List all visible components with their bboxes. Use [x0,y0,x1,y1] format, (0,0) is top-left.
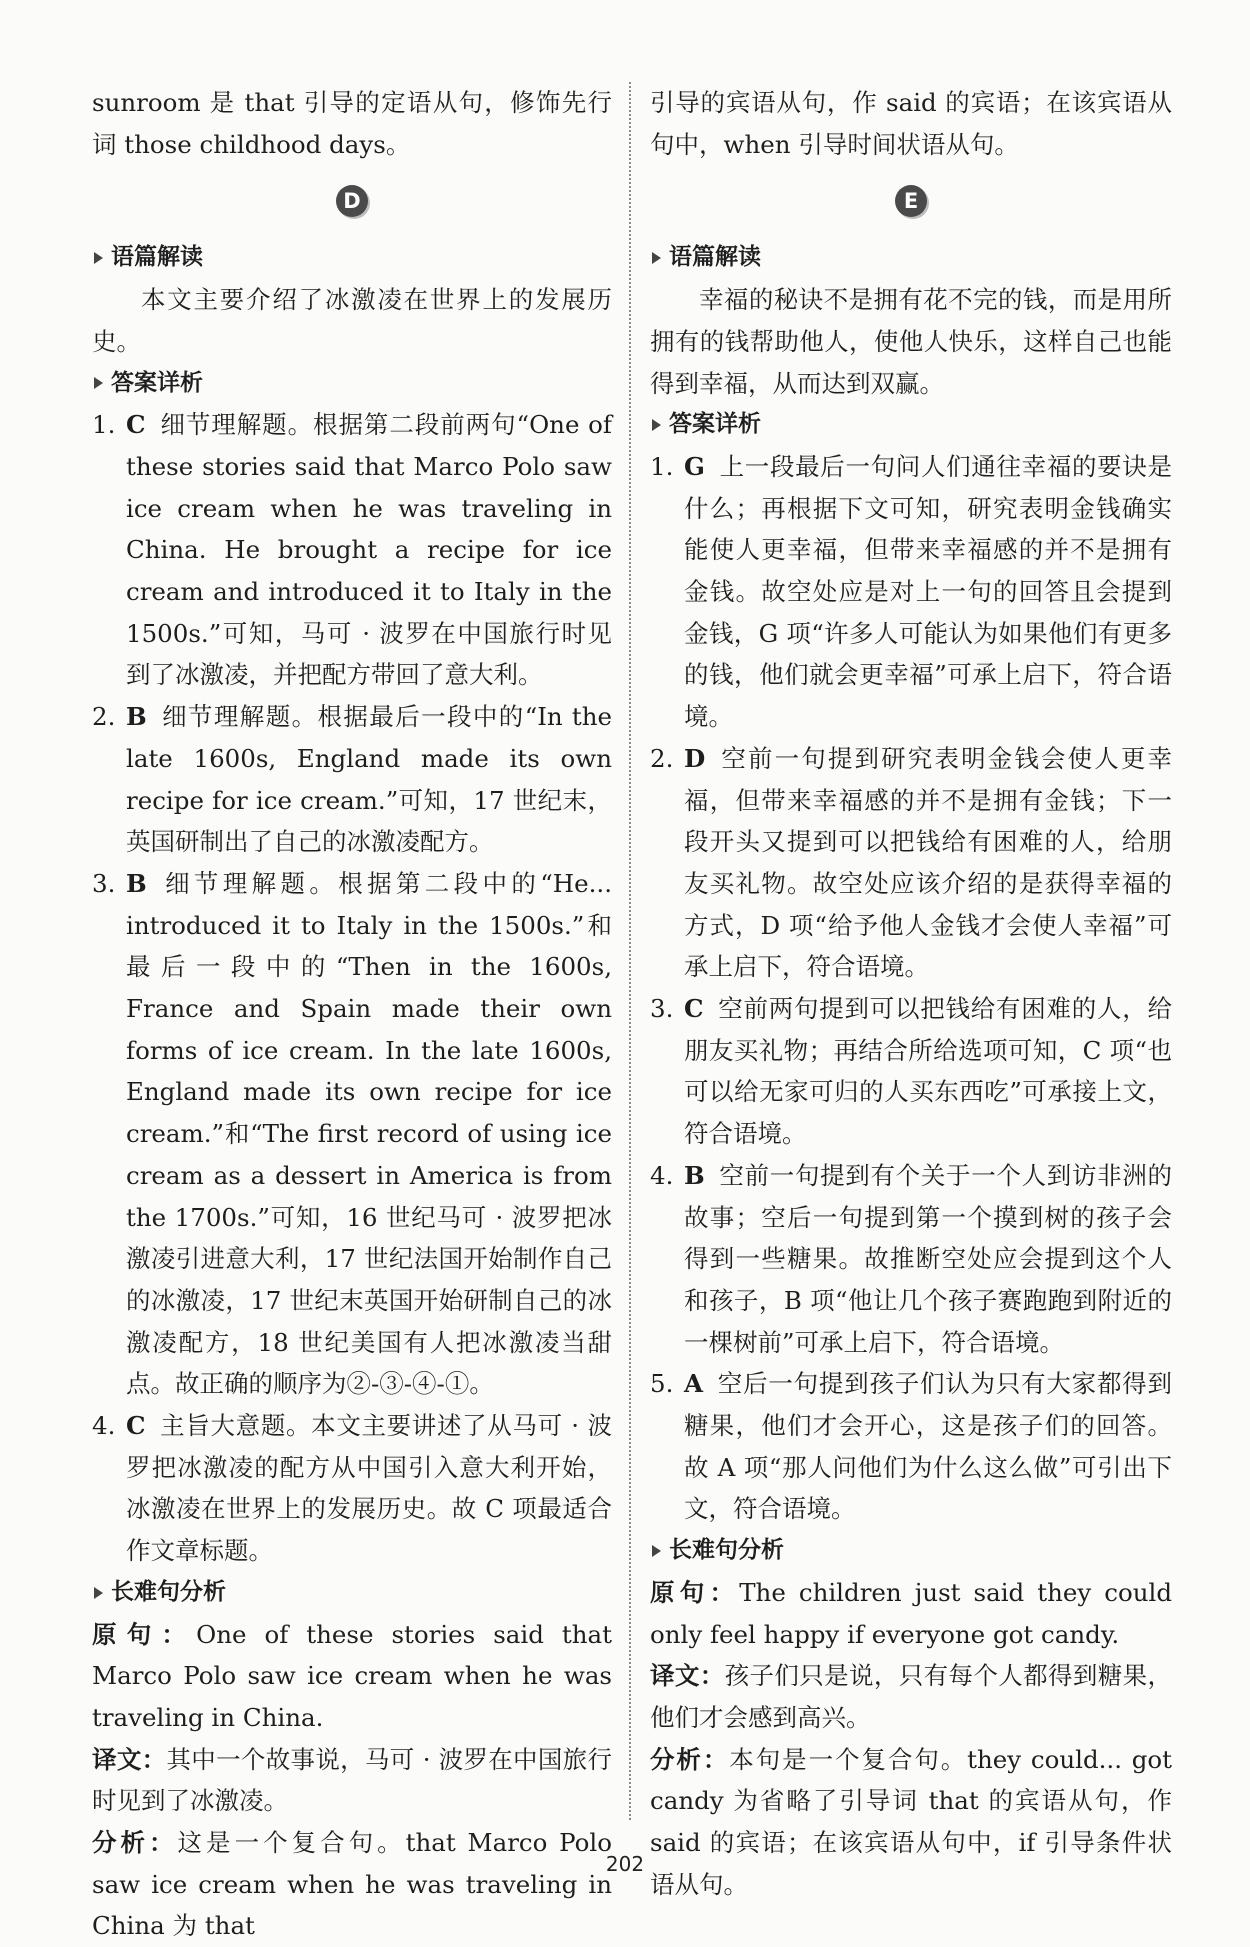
answer-explanation: 空后一句提到孩子们认为只有大家都得到糖果，他们才会开心，这是孩子们的回答。故 A 项“那人问他们为什么这么做”可引出下文，符合语境。 [684,1369,1172,1524]
answer-letter: B [684,1160,705,1190]
answer-letter: B [126,868,147,898]
answer-item: 5. A 空后一句提到孩子们认为只有大家都得到糖果，他们才会开心，这是孩子们的回答。故 A 项“那人问他们为什么这么做”可引出下文，符合语境。 [650,1369,1172,1524]
answer-letter: B [126,702,147,732]
continued-analysis-text: 引导的宾语从句，作 said 的宾语；在该宾语从句中，when 引导时间状语从句。 [650,88,1172,159]
answer-item: 3. B 细节理解题。根据第二段中的“He... introduced it to Italy in the 1500s.”和最后一段中的“Then in the 1600s, France and Spain made their own forms of ice cream. In the late 1600s, England made its own recipe for ice cream.”和“The first record of using ice cream as a dessert in America is from the 1700s.”可知，16 世纪马可 · 波罗把冰激凌引进意大利，17 世纪法国开始制作自己的冰激凌，17 世纪末英国开始研制自己的冰激凌配方，18 世纪美国有人把冰激凌当甜点。故正确的顺序为②-③-④-①。 [92,868,612,1399]
passage-d-badge: D [92,165,612,237]
reading-heading: 语篇解读 [92,237,612,279]
answer-explanation: 空前两句提到可以把钱给有困难的人，给朋友买礼物；再结合所给选项可知，C 项“也可以给无家可归的人买东西吃”可承接上文，符合语境。 [684,994,1172,1149]
right-column [650,82,1172,1905]
sentence-analysis-heading: 长难句分析 [650,1530,1172,1572]
triangle-bullet-icon [94,377,103,389]
answer-explanation: 空前一句提到研究表明金钱会使人更幸福，但带来幸福感的并不是拥有金钱；下一段开头又提到可以把钱给有困难的人，给朋友买礼物。故空处应该介绍的是获得幸福的方式，D 项“给予他人金钱才会使人幸福”可承上启下，符合语境。 [684,743,1172,982]
answer-item: 4. C 主旨大意题。本文主要讲述了从马可 · 波罗把冰激凌的配方从中国引入意大利开始，冰激凌在世界上的发展历史。故 C 项最适合作文章标题。 [92,1411,612,1566]
left-column [92,82,612,1947]
answer-item: 2. B 细节理解题。根据最后一段中的“In the late 1600s, England made its own recipe for ice cream.”可知，17 世纪末，英国研制出了自己的冰激凌配方。 [92,702,612,857]
original-sentence: 原句：The children just said they could only feel happy if everyone got candy. [650,1577,1172,1649]
analysis: 分析：这是一个复合句。that Marco Polo saw ice cream when he was traveling in China 为 that [92,1828,613,1941]
reading-summary: 幸福的秘诀不是拥有花不完的钱，而是用所拥有的钱帮助他人，使他人快乐，这样自己也能得到幸福，从而达到双赢。 [650,285,1172,398]
reading-summary: 本文主要介绍了冰激凌在世界上的发展历史。 [92,285,612,356]
answer-item: 1. C 细节理解题。根据第二段前两句“One of these stories said that Marco Polo saw ice cream when he was traveling in China. He brought a recipe for ice cream and introduced it to Italy in the 1500s.”可知，马可 · 波罗在中国旅行时见到了冰激凌，并把配方带回了意大利。 [92,410,612,690]
answers-heading: 答案详析 [650,404,1172,446]
answer-letter: D [684,743,706,773]
triangle-bullet-icon [652,1545,661,1557]
answer-letter: C [126,1411,146,1441]
answer-explanation: 细节理解题。根据最后一段中的“In the late 1600s, England made its own recipe for ice cream.”可知，17 世纪末，英国研制出了自己的冰激凌配方。 [126,702,612,857]
answer-explanation: 细节理解题。根据第二段前两句“One of these stories said that Marco Polo saw ice cream when he was traveling in China. He brought a recipe for ice cream and introduced it to Italy in the 1500s.”可知，马可 · 波罗在中国旅行时见到了冰激凌，并把配方带回了意大利。 [126,410,612,690]
triangle-bullet-icon [652,252,661,264]
answer-letter: C [684,994,704,1024]
continued-analysis-text: sunroom 是 that 引导的定语从句，修饰先行词 those childhood days。 [92,88,612,159]
passage-e-badge: E [650,165,1172,237]
triangle-bullet-icon [652,419,661,431]
column-divider [629,82,631,1820]
answer-explanation: 主旨大意题。本文主要讲述了从马可 · 波罗把冰激凌的配方从中国引入意大利开始，冰激凌在世界上的发展历史。故 C 项最适合作文章标题。 [126,1411,612,1566]
answer-item: 2. D 空前一句提到研究表明金钱会使人更幸福，但带来幸福感的并不是拥有金钱；下一段开头又提到可以把钱给有困难的人，给朋友买礼物。故空处应该介绍的是获得幸福的方式，D 项“给予他人金钱才会使人幸福”可承上启下，符合语境。 [650,743,1172,982]
answer-explanation: 空前一句提到有个关于一个人到访非洲的故事；空后一句提到第一个摸到树的孩子会得到一些糖果。故推断空处应会提到这个人和孩子，B 项“他让几个孩子赛跑跑到附近的一棵树前”可承上启下，符合语境。 [684,1160,1172,1357]
page-number: 202 [605,1852,645,1876]
answers-heading: 答案详析 [92,363,612,405]
answer-item: 3. C 空前两句提到可以把钱给有困难的人，给朋友买礼物；再结合所给选项可知，C 项“也可以给无家可归的人买东西吃”可承接上文，符合语境。 [650,994,1172,1149]
reading-heading: 语篇解读 [650,237,1172,279]
analysis: 分析：本句是一个复合句。they could... got candy 为省略了引导词 that 的宾语从句，作 said 的宾语；在该宾语从句中，if 引导条件状语从句。 [650,1744,1172,1899]
translation: 译文：其中一个故事说，马可 · 波罗在中国旅行时见到了冰激凌。 [92,1744,612,1816]
translation: 译文：孩子们只是说，只有每个人都得到糖果，他们才会感到高兴。 [650,1661,1172,1732]
answer-explanation: 细节理解题。根据第二段中的“He... introduced it to Italy in the 1500s.”和最后一段中的“Then in the 1600s, France and Spain made their own forms of ice cream. In the late 1600s, England made its own recipe for ice cream.”和“The first record of using ice cream as a dessert in America is from the 1700s.”可知，16 世纪马可 · 波罗把冰激凌引进意大利，17 世纪法国开始制作自己的冰激凌，17 世纪末英国开始研制自己的冰激凌配方，18 世纪美国有人把冰激凌当甜点。故正确的顺序为②-③-④-①。 [126,868,612,1399]
answer-item: 1. G 上一段最后一句问人们通往幸福的要诀是什么；再根据下文可知，研究表明金钱确实能使人更幸福，但带来幸福感的并不是拥有金钱。故空处应是对上一句的回答且会提到金钱，G 项“许多人可能认为如果他们有更多的钱，他们就会更幸福”可承上启下，符合语境。 [650,451,1172,732]
triangle-bullet-icon [94,1587,103,1599]
triangle-bullet-icon [94,252,103,264]
answer-explanation: 上一段最后一句问人们通往幸福的要诀是什么；再根据下文可知，研究表明金钱确实能使人更幸福，但带来幸福感的并不是拥有金钱。故空处应是对上一句的回答且会提到金钱，G 项“许多人可能认为如果他们有更多的钱，他们就会更幸福”可承上启下，符合语境。 [684,451,1172,732]
answer-letter: A [684,1369,704,1399]
answer-letter: C [126,410,146,440]
answer-letter: G [684,451,705,481]
original-sentence: 原句：One of these stories said that Marco Polo saw ice cream when he was traveling in China. [92,1619,612,1732]
sentence-analysis-heading: 长难句分析 [92,1572,612,1614]
answer-item: 4. B 空前一句提到有个关于一个人到访非洲的故事；空后一句提到第一个摸到树的孩子会得到一些糖果。故推断空处应会提到这个人和孩子，B 项“他让几个孩子赛跑跑到附近的一棵树前”可承上启下，符合语境。 [650,1160,1172,1357]
